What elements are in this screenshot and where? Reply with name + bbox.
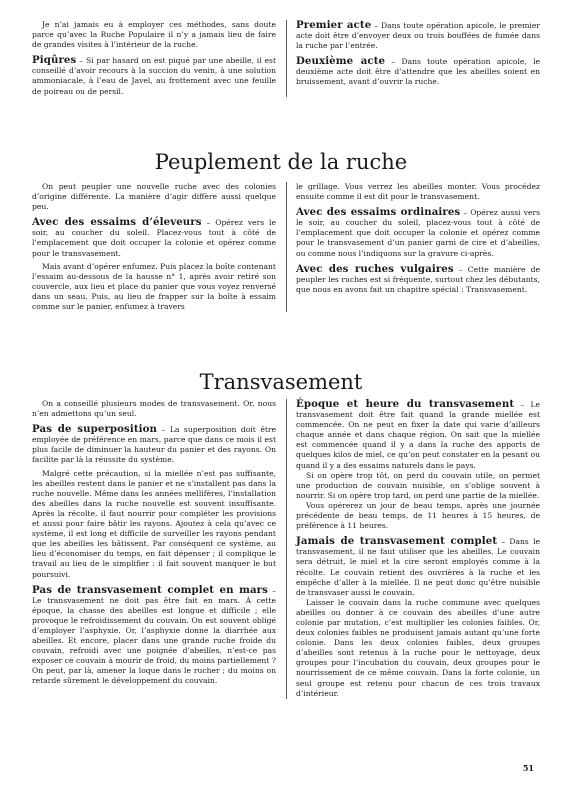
epoque-paragraph: Époque et heure du transvasement – Le transvasement doit être fait quand la grande miellée est commencée. On ne peut en fixer la date qui varie d’ailleurs chaque année et dans chaque région. On sait que la miellée est commencée quand il y a dans la ruche des apports de quelques kilos de miel, ce qu’on peut constater en la pesant ou quand il y a des essaims naturels dans le pays. xyxy=(296,398,541,470)
jamais-text: Dans le transvasement, il ne faut utiliser que les abeilles. Le couvain sera détruit, le miel et la cire seront employés comme à la récolte. Le couvain retient des ouvrières à la ruche et les empêche d’aller à la miellée. Il ne peut donc qu’être nuisible de transvaser aussi le couvain. xyxy=(296,537,540,597)
mars-text: Le transvasement ne doit pas être fait en mars. À cette époque, la chasse des abeilles est longue et difficile ; elle provoque le refroidissement du couvain. On est souvent obligé d’employer l’asphyxie. Or, l’asphyxie donne la diarrhée aux abeilles. Et encore, placer dans une grande ruche froide du couvain, refroidi avec une poignée d’abeilles, n’est-ce pas exposer ce couvain à mourir de froid, du moins partiellement ? On peut, par là, amener la loque dans le rucher ; du moins on retarde sûrement le développement du couvain. xyxy=(32,595,276,686)
piqures-heading: Piqûres xyxy=(32,54,77,67)
eleveurs-text: Opérez vers le soir, au coucher du soleil. Placez-vous tout à côté de l’emplacement que doit occuper la colonie et opérez comme pour le transvasement. xyxy=(32,218,276,258)
deuxieme-acte-paragraph: Deuxième acte – Dans toute opération apicole, le deuxième acte doit être d’attendre que les abeilles soient en bruissement, avant d’ouvrir la ruche. xyxy=(296,55,540,87)
vulgaires-paragraph: Avec des ruches vulgaires – Cette manière de peupler les ruches est si fréquente, surtout chez les débutants, que nous en avons fait un chapitre spécial : Transvasement. xyxy=(296,262,540,294)
paragraph: Mais avant d’opérer enfumez. Puis placez la boîte contenant l’essaim au-dessous de la hausse n° 1, après avoir retiré son couvercle, aux lieu et place du panier que vous voyez renversé dans un seau. Puis, au lieu de frapper sur la boîte à essaim comme sur le panier, enfumez à travers xyxy=(32,261,276,312)
deuxieme-acte-text: Dans toute opération apicole, le deuxième acte doit être d’attendre que les abeilles soient en bruissement, avant d’ouvrir la ruche. xyxy=(296,57,540,87)
superposition-heading: Pas de superposition xyxy=(32,423,158,436)
deuxieme-acte-heading: Deuxième acte xyxy=(296,55,386,68)
superposition-paragraph: Pas de superposition – La superposition doit être employée de préférence en mars, parce que dans ce mois il est plus facile de diminuer la hauteur du panier et des rayons. On facilite par là la réussite du système. xyxy=(32,423,277,465)
paragraph: Malgré cette précaution, si la miellée n’est pas suffisante, les abeilles restent dans le panier et ne s’installent pas dans la ruche nouvelle. Même dans les années mellifères, l’installation des abeilles dans la ruche nouvelle est souvent insuffisante. Après la récolte, il faut nourrir pour compléter les provisions et aussi pour faire bâtir les rayons. Ajoutez à cela qu’avec ce système, il est long et difficile de surveiller les rayons pendant que les abeilles les bâtissent. Par conséquent ce système, au lieu d’économiser du temps, en fait dépenser ; il complique le travail au lieu de le simplifier : il fait souvent manquer le but poursuivi. xyxy=(32,468,276,579)
peuplement-right-column xyxy=(296,182,540,312)
column-divider xyxy=(286,399,287,699)
section-title-peuplement: Peuplement de la ruche xyxy=(154,150,408,174)
paragraph: Vous opérerez un jour de beau temps, après une journée précédente de beau temps, de 11 heures à 15 heures, de préférence à 11 heures. xyxy=(296,500,540,531)
paragraph xyxy=(32,20,276,50)
paragraph-text: Je n’ai jamais eu à employer ces méthodes, sans doute parce qu’avec la Ruche Populaire il n’y a jamais lieu de faire de grandes visites à l’intérieur de la ruche. xyxy=(32,20,276,50)
vulgaires-heading: Avec des ruches vulgaires xyxy=(296,262,454,275)
column-divider xyxy=(286,182,287,312)
peuplement-left-column xyxy=(32,182,276,312)
superposition-text: La superposition doit être employée de préférence en mars, parce que dans ce mois il est plus facile de diminuer la hauteur du panier et des rayons. On facilite par là la réussite du système. xyxy=(32,425,277,465)
section-title-transvasement: Transvasement xyxy=(199,370,363,394)
transvasement-left-column xyxy=(32,399,276,699)
vulgaires-text: Cette manière de peupler les ruches est si fréquente, surtout chez les débutants, que nous en avons fait un chapitre spécial : Transvasement. xyxy=(296,264,540,294)
column-divider xyxy=(286,20,287,97)
mars-paragraph: Pas de transvasement complet en mars – Le transvasement ne doit pas être fait en mars. À cette époque, la chasse des abeilles est longue et difficile ; elle provoque le refroidissement du couvain. On est souvent obligé d’employer l’asphyxie. Or, l’asphyxie donne la diarrhée aux abeilles. Et encore, placer dans une grande ruche froide du couvain, refroidi avec une poignée d’abeilles, n’est-ce pas exposer ce couvain à mourir de froid, du moins partiellement ? On peut, par là, amener la loque dans le rucher ; du moins on retarde sûrement le développement du couvain. xyxy=(32,583,276,686)
paragraph: Si on opère trop tôt, on perd du couvain utile, on permet une production de couvain nuisible, on s’oblige souvent à nourrir. Si on opère trop tard, on perd une partie de la miellée. xyxy=(296,470,540,500)
paragraph: Laisser le couvain dans la ruche commune avec quelques abeilles ou donner à ce couvain des abeilles d’une autre colonie par mutation, c’est multiplier les colonies faibles. Or, deux colonies faibles ne produisent jamais autant qu’une forte colonie. Dans les deux colonies faibles, deux groupes d’abeilles sont retenus à la ruche pour le nettoyage, deux groupes pour l’incubation du couvain, deux groupes pour le nourrissement de ce même couvain. Dans la forte colonie, un seul groupe est retenu pour chacun de ces trois travaux d’intérieur. xyxy=(296,597,540,698)
transvasement-section xyxy=(32,399,540,699)
premier-acte-heading: Premier acte xyxy=(296,19,372,31)
page-number: 51 xyxy=(522,763,534,773)
ordinaires-text: Opérez aussi vers le soir, au coucher du soleil, placez-vous tout à côté de l’emplacement que doit occuper la colonie et opérez comme pour le transvasement d’un panier garni de cire et d’abeilles, ou comme nous l’indiquons sur la gravure ci-après. xyxy=(296,208,540,258)
top-left-column xyxy=(32,20,276,97)
mars-heading: Pas de transvasement complet en mars xyxy=(32,583,268,596)
peuplement-section xyxy=(32,182,540,312)
epoque-heading: Époque et heure du transvasement xyxy=(296,398,515,410)
top-section xyxy=(32,20,540,97)
piqures-text: Si par hasard on est piqué par une abeille, il est conseillé d’avoir recours à la succion du venin, à une solution ammoniacale, à l’eau de Javel, au frottement avec une feuille de poireau ou de persil. xyxy=(32,56,277,96)
jamais-heading: Jamais de transvasement complet xyxy=(296,535,498,548)
eleveurs-heading: Avec des essaims d’éleveurs xyxy=(32,216,202,229)
premier-acte-text: Dans toute opération apicole, le premier acte doit être d’envoyer deux ou trois bouffées de fumée dans la ruche par l’entrée. xyxy=(296,21,540,51)
transvasement-right-column xyxy=(296,399,540,699)
eleveurs-paragraph: Avec des essaims d’éleveurs – Opérez vers le soir, au coucher du soleil. Placez-vous tout à côté de l’emplacement que doit occuper la colonie et opérez comme pour le transvasement. xyxy=(32,216,276,258)
ordinaires-paragraph: Avec des essaims ordinaires – Opérez aussi vers le soir, au coucher du soleil, placez-vous tout à côté de l’emplacement que doit occuper la colonie et opérez comme pour le transvasement d’un panier garni de cire et d’abeilles, ou comme nous l’indiquons sur la gravure ci-après. xyxy=(296,206,540,258)
paragraph: On peut peupler une nouvelle ruche avec des colonies d’origine différente. La manière d’agir diffère aussi quelque peu. xyxy=(32,182,276,212)
epoque-text: Le transvasement doit être fait quand la grande miellée est commencée. On ne peut en fixer la date qui varie d’ailleurs chaque année et dans chaque région. On sait que la miellée est commencée quand il y a dans la ruche des apports de quelques kilos de miel, ce qu’on peut constater en la pesant ou quand il y a des essaims naturels dans le pays. xyxy=(296,400,541,470)
piqures-paragraph: Piqûres – Si par hasard on est piqué par une abeille, il est conseillé d’avoir recours à la succion du venin, à une solution ammoniacale, à l’eau de Javel, au frottement avec une feuille de poireau ou de persil. xyxy=(32,54,277,96)
paragraph: le grillage. Vous verrez les abeilles monter. Vous procédez ensuite comme il est dit pour le transvasement. xyxy=(296,182,540,202)
ordinaires-heading: Avec des essaims ordinaires xyxy=(296,206,461,219)
premier-acte-paragraph: Premier acte – Dans toute opération apicole, le premier acte doit être d’envoyer deux ou trois bouffées de fumée dans la ruche par l’entrée. xyxy=(296,19,540,51)
paragraph: On a conseillé plusieurs modes de transvasement. Or, nous n’en admettons qu’un seul. xyxy=(32,399,276,419)
jamais-paragraph: Jamais de transvasement complet – Dans le transvasement, il ne faut utiliser que les abeilles. Le couvain sera détruit, le miel et la cire seront employés comme à la récolte. Le couvain retient des ouvrières à la ruche et les empêche d’aller à la miellée. Il ne peut donc qu’être nuisible de transvaser aussi le couvain. xyxy=(296,535,540,597)
top-right-column xyxy=(296,20,540,97)
